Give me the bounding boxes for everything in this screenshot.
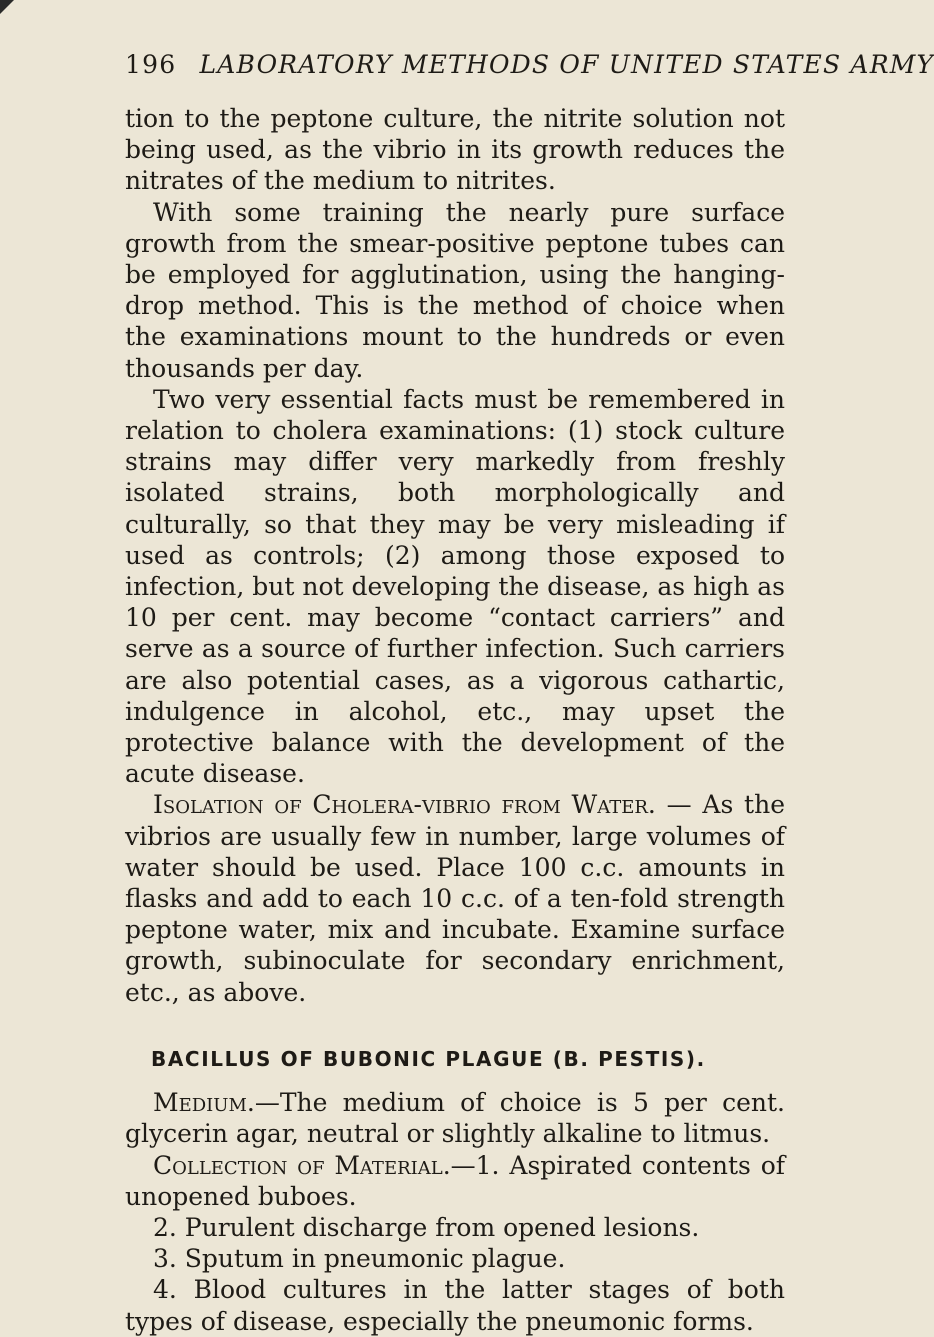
collection-heading: Collection of Material. <box>153 1150 451 1180</box>
list-item: 3. Sputum in pneumonic plague. <box>153 1244 566 1274</box>
body-text <box>125 103 785 1337</box>
page-number: 196 <box>125 50 177 79</box>
isolation-body: — As the vibrios are usually few in number, large volumes of water should be used. Place 100 c.c. amounts in flasks and add to each 10 c.c. of a ten-fold strength peptone water, mix and incubate. Examine surface growth, subinoculate for secondary enrichment, etc., as above. <box>125 790 785 1007</box>
running-head <box>125 50 934 79</box>
medium-heading: Medium. <box>153 1088 255 1118</box>
paragraph-isolation-from-water <box>125 789 785 1007</box>
list-item: 2. Purulent discharge from opened lesions. <box>153 1212 700 1242</box>
collection-body: —1. Aspirated contents of unopened buboes. <box>125 1150 785 1211</box>
paragraph-continuation: tion to the peptone culture, the nitrite solution not being used, as the vibrio in its growth reduces the nitrates of the medium to nitrites. <box>125 104 785 196</box>
paragraph-collection <box>125 1150 785 1212</box>
list-item: 4. Blood cultures in the latter stages of both types of disease, especially the pneumonic forms. <box>125 1275 785 1336</box>
paragraph-agglutination: With some training the nearly pure surface growth from the smear-positive peptone tubes can be employed for agglutination, using the hanging-drop method. This is the method of choice when the examinations mount to the hundreds or even thousands per day. <box>125 197 785 383</box>
isolation-heading: Isolation of Cholera-vibrio from Water. <box>153 790 656 820</box>
medium-body: —The medium of choice is 5 per cent. glycerin agar, neutral or slightly alkaline to litmus. <box>125 1088 785 1149</box>
section-heading-plague: BACILLUS OF BUBONIC PLAGUE (B. PESTIS). <box>151 1046 706 1071</box>
paragraph-essential-facts: Two very essential facts must be remembered in relation to cholera examinations: (1) stock culture strains may differ very markedly from freshly isolated strains, both morphologically and culturally, so that they may be very misleading if used as controls; (2) among those exposed to infection, but not developing the disease, as high as 10 per cent. may become “contact carriers” and serve as a source of further infection. Such carriers are also potential cases, as a vigorous cathartic, indulgence in alcohol, etc., may upset the protective balance with the development of the acute disease. <box>125 384 785 789</box>
running-title: LABORATORY METHODS OF UNITED STATES ARMY <box>199 50 934 79</box>
scan-corner-mark <box>0 0 14 14</box>
paragraph-medium <box>125 1087 785 1149</box>
